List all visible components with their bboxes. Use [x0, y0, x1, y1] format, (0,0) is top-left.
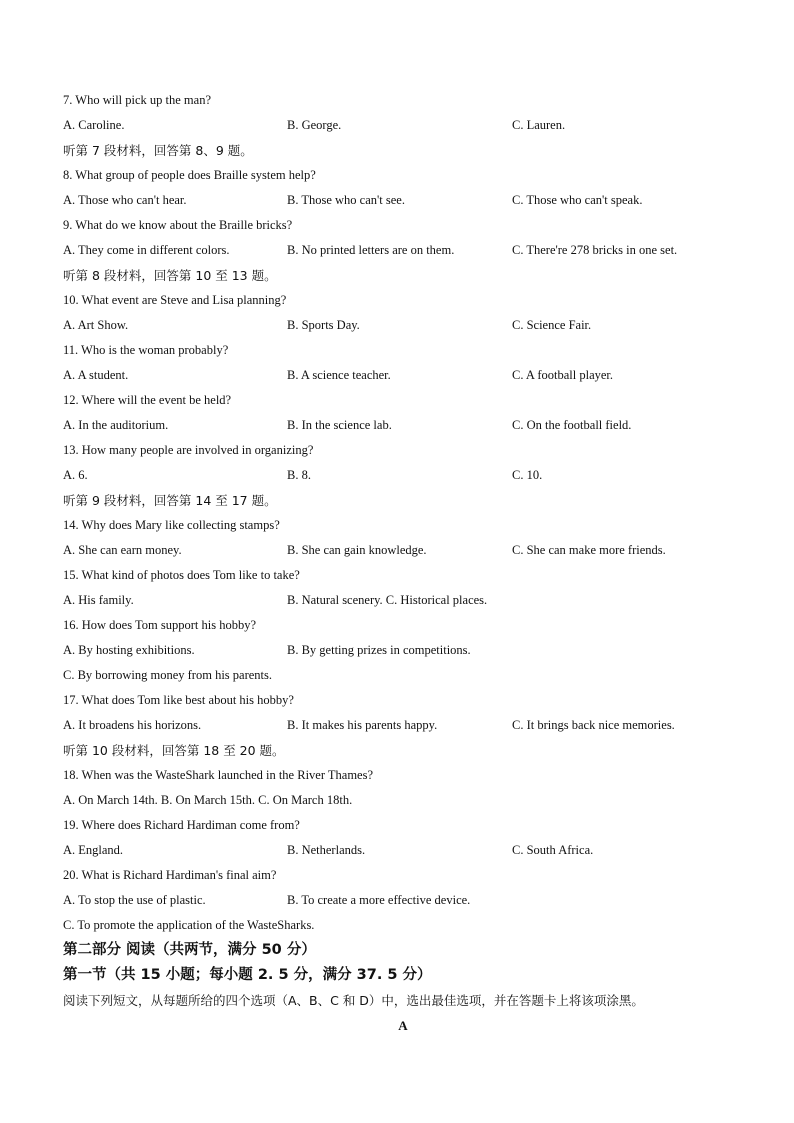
question-text: 19. Where does Richard Hardiman come from? — [63, 818, 300, 832]
document-page — [63, 88, 743, 1038]
option-a: A. To stop the use of plastic. — [63, 893, 206, 907]
section-instruction: 听第 7 段材料，回答第 8、9 题。 — [63, 143, 253, 158]
option-a: A. They come in different colors. — [63, 243, 230, 257]
option-a: A. It broadens his horizons. — [63, 718, 202, 732]
reading-instruction: 阅读下列短文，从每题所给的四个选项（A、B、C 和 D）中，选出最佳选项，并在答题卡上将该项涂黑。 — [63, 993, 644, 1008]
options-row — [63, 363, 743, 388]
options-row — [63, 113, 743, 138]
question-text: 13. How many people are involved in organizing? — [63, 443, 314, 457]
option-c: C. Lauren. — [512, 118, 566, 132]
option-c: C. She can make more friends. — [512, 543, 666, 557]
option-a: A. A student. — [63, 368, 129, 382]
section-instruction: 听第 10 段材料，回答第 18 至 20 题。 — [63, 743, 285, 758]
option-c: C. A football player. — [512, 368, 614, 382]
option-a: A. England. — [63, 843, 124, 857]
options-row — [63, 538, 743, 563]
option-b: B. To create a more effective device. — [287, 893, 471, 907]
option-b: B. A science teacher. — [287, 368, 391, 382]
options-row — [63, 588, 743, 613]
option-a: A. Those who can't hear. — [63, 193, 187, 207]
question-text: 15. What kind of photos does Tom like to take? — [63, 568, 300, 582]
option-c: C. There're 278 bricks in one set. — [512, 243, 678, 257]
options-row — [63, 713, 743, 738]
options-row — [63, 838, 743, 863]
option-b: B. She can gain knowledge. — [287, 543, 427, 557]
option-b: B. George. — [287, 118, 342, 132]
options-row — [63, 888, 743, 913]
question-text: 11. Who is the woman probably? — [63, 343, 229, 357]
option-c: C. It brings back nice memories. — [512, 718, 675, 732]
option-b: B. By getting prizes in competitions. — [287, 643, 471, 657]
option-b: B. Natural scenery. C. Historical places. — [287, 593, 488, 607]
options-row — [63, 188, 743, 213]
option-c: C. Science Fair. — [512, 318, 592, 332]
option-c: C. On the football field. — [512, 418, 632, 432]
part-heading: 第一节（共 15 小题；每小题 2. 5 分，满分 37. 5 分） — [63, 967, 432, 983]
question-text: 18. When was the WasteShark launched in the River Thames? — [63, 768, 374, 782]
option-a: A. Caroline. — [63, 118, 125, 132]
question-text: 10. What event are Steve and Lisa planning? — [63, 293, 287, 307]
question-text: 7. Who will pick up the man? — [63, 93, 212, 107]
option-b: B. No printed letters are on them. — [287, 243, 455, 257]
option-b: B. It makes his parents happy. — [287, 718, 438, 732]
option-b: B. 8. — [287, 468, 311, 482]
option-a: A. Art Show. — [63, 318, 129, 332]
option-b: B. Sports Day. — [287, 318, 360, 332]
options-row — [63, 238, 743, 263]
question-text: 8. What group of people does Braille system help? — [63, 168, 316, 182]
option-c: C. 10. — [512, 468, 543, 482]
option-a: A. She can earn money. — [63, 543, 182, 557]
question-text: 14. Why does Mary like collecting stamps? — [63, 518, 280, 532]
options-row — [63, 413, 743, 438]
question-text: 9. What do we know about the Braille bricks? — [63, 218, 293, 232]
options-row — [63, 638, 743, 663]
options-row — [63, 463, 743, 488]
option-a: A. 6. — [63, 468, 88, 482]
question-text: 17. What does Tom like best about his hobby? — [63, 693, 294, 707]
option-a: A. In the auditorium. — [63, 418, 169, 432]
option-b: B. In the science lab. — [287, 418, 392, 432]
option-c: C. Those who can't speak. — [512, 193, 643, 207]
option-c: C. South Africa. — [512, 843, 594, 857]
option-a: A. By hosting exhibitions. — [63, 643, 195, 657]
section-instruction: 听第 9 段材料，回答第 14 至 17 题。 — [63, 493, 277, 508]
passage-label: A — [398, 1018, 408, 1033]
question-text: 12. Where will the event be held? — [63, 393, 232, 407]
option-a: A. His family. — [63, 593, 134, 607]
question-text: C. To promote the application of the WasteSharks. — [63, 918, 315, 932]
option-b: B. Those who can't see. — [287, 193, 405, 207]
option-b: B. Netherlands. — [287, 843, 366, 857]
section-instruction: 听第 8 段材料，回答第 10 至 13 题。 — [63, 268, 277, 283]
question-text: C. By borrowing money from his parents. — [63, 668, 273, 682]
question-text: 16. How does Tom support his hobby? — [63, 618, 256, 632]
part-heading: 第二部分 阅读（共两节，满分 50 分） — [63, 942, 316, 958]
options-row — [63, 313, 743, 338]
question-text: A. On March 14th. B. On March 15th. C. On March 18th. — [63, 793, 353, 807]
question-text: 20. What is Richard Hardiman's final aim? — [63, 868, 277, 882]
